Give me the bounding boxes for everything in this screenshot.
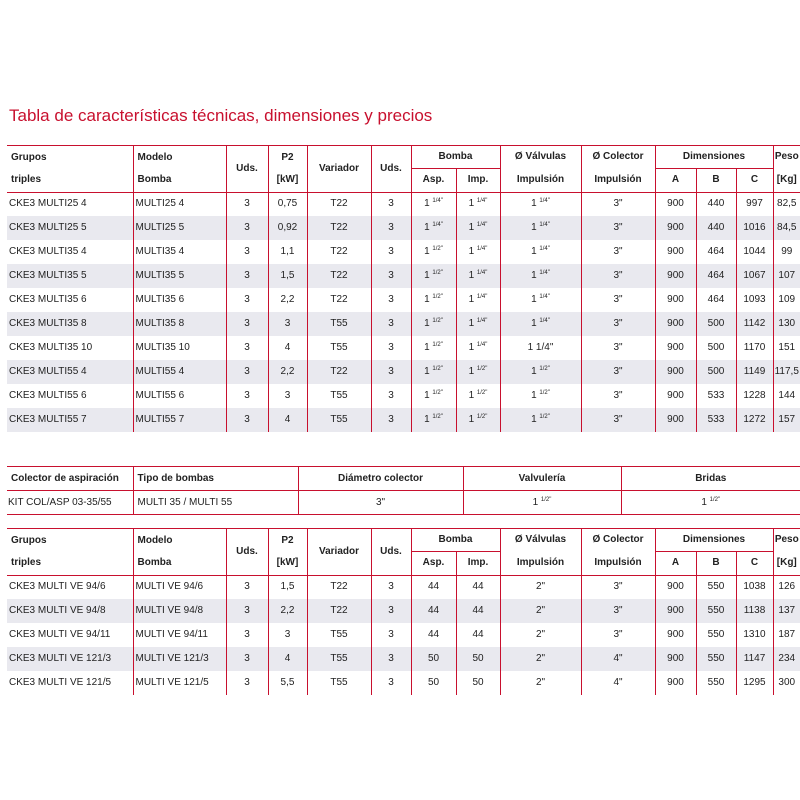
cell-variador: T55 bbox=[307, 647, 371, 671]
header-valvulas: Ø Válvulas bbox=[500, 146, 581, 168]
cell-modelo: MULTI VE 94/11 bbox=[133, 623, 226, 647]
cell-b: 550 bbox=[696, 623, 736, 647]
cell-imp: 1 $^{1/4"}$ bbox=[456, 240, 500, 264]
cell-variador: T22 bbox=[307, 288, 371, 312]
kit-name: KIT COL/ASP 03-35/55 bbox=[7, 491, 133, 515]
cell-modelo: MULTI VE 94/8 bbox=[133, 599, 226, 623]
cell-p2: 1,5 bbox=[268, 575, 307, 599]
cell-colector: 3" bbox=[581, 240, 655, 264]
cell-uds2: 3 bbox=[371, 312, 411, 336]
cell-a: 900 bbox=[655, 575, 696, 599]
cell-b: 500 bbox=[696, 336, 736, 360]
cell-uds2: 3 bbox=[371, 288, 411, 312]
cell-uds: 3 bbox=[226, 384, 268, 408]
cell-asp: 44 bbox=[411, 575, 456, 599]
cell-modelo: MULTI VE 121/3 bbox=[133, 647, 226, 671]
cell-uds: 3 bbox=[226, 575, 268, 599]
cell-uds: 3 bbox=[226, 240, 268, 264]
cell-colector: 3" bbox=[581, 623, 655, 647]
header-bomba: Bomba bbox=[411, 529, 500, 551]
cell-colector: 3" bbox=[581, 599, 655, 623]
cell-asp: 1 $^{1/2"}$ bbox=[411, 288, 456, 312]
header-asp: Asp. bbox=[411, 551, 456, 575]
cell-uds2: 3 bbox=[371, 240, 411, 264]
cell-imp: 1 $^{1/4"}$ bbox=[456, 288, 500, 312]
cell-c: 1147 bbox=[736, 647, 773, 671]
cell-peso: 157 bbox=[778, 414, 796, 425]
header-tipo-bombas: Tipo de bombas bbox=[133, 467, 298, 491]
cell-a: 900 bbox=[655, 240, 696, 264]
cell-grupo: CKE3 MULTI25 5 bbox=[7, 216, 133, 240]
cell-p2: 4 bbox=[268, 336, 307, 360]
cell-asp: 1 $^{1/2"}$ bbox=[411, 336, 456, 360]
header-grupos: Grupos triples bbox=[7, 529, 133, 575]
header-uds2: Uds. bbox=[371, 529, 411, 575]
cell-b: 440 bbox=[696, 216, 736, 240]
cell-colector: 3" bbox=[581, 288, 655, 312]
header-kg: [Kg] bbox=[776, 556, 797, 568]
header-colector-aspiracion: Colector de aspiración bbox=[7, 467, 133, 491]
cell-p2: 4 bbox=[268, 647, 307, 671]
header-c: C bbox=[736, 168, 773, 192]
cell-grupo: CKE3 MULTI25 4 bbox=[7, 192, 133, 216]
cell-imp: 1 $^{1/4"}$ bbox=[456, 192, 500, 216]
cell-p2: 1,5 bbox=[268, 264, 307, 288]
cell-p2: 2,2 bbox=[268, 360, 307, 384]
header-diametro-colector: Diámetro colector bbox=[298, 467, 463, 491]
cell-peso: 109 bbox=[778, 294, 796, 305]
cell-peso: 300 bbox=[778, 677, 796, 688]
cell-p2: 1,1 bbox=[268, 240, 307, 264]
cell-uds2: 3 bbox=[371, 360, 411, 384]
cell-a: 900 bbox=[655, 408, 696, 432]
kit-diameter: 3" bbox=[298, 491, 463, 515]
header-c: C bbox=[736, 551, 773, 575]
cell-grupo: CKE3 MULTI35 8 bbox=[7, 312, 133, 336]
cell-variador: T55 bbox=[307, 623, 371, 647]
cell-imp: 1 $^{1/2"}$ bbox=[456, 408, 500, 432]
header-modelo: Modelo Bomba bbox=[133, 146, 226, 192]
cell-a: 900 bbox=[655, 599, 696, 623]
cell-modelo: MULTI25 5 bbox=[133, 216, 226, 240]
cell-a: 900 bbox=[655, 360, 696, 384]
cell-uds2: 3 bbox=[371, 671, 411, 695]
cell-grupo: CKE3 MULTI35 5 bbox=[7, 264, 133, 288]
cell-modelo: MULTI35 6 bbox=[133, 288, 226, 312]
cell-imp: 50 bbox=[456, 671, 500, 695]
cell-peso: 107 bbox=[778, 270, 796, 281]
cell-variador: T55 bbox=[307, 671, 371, 695]
cell-peso: 130 bbox=[778, 318, 796, 329]
header-asp: Asp. bbox=[411, 168, 456, 192]
cell-asp: 1 $^{1/4"}$ bbox=[411, 216, 456, 240]
cell-modelo: MULTI55 4 bbox=[133, 360, 226, 384]
table2-top-rule bbox=[7, 528, 800, 529]
table-row bbox=[7, 599, 800, 623]
table-row bbox=[7, 288, 800, 312]
table-row bbox=[7, 647, 800, 671]
cell-valvulas: 1 $^{1/4"}$ bbox=[500, 240, 581, 264]
cell-asp: 1 $^{1/2"}$ bbox=[411, 408, 456, 432]
cell-b: 550 bbox=[696, 575, 736, 599]
cell-uds2: 3 bbox=[371, 408, 411, 432]
table-row bbox=[7, 216, 800, 240]
cell-c: 1142 bbox=[736, 312, 773, 336]
cell-asp: 1 $^{1/2"}$ bbox=[411, 264, 456, 288]
cell-variador: T22 bbox=[307, 575, 371, 599]
cell-p2: 3 bbox=[268, 384, 307, 408]
cell-valvulas: 1 $^{1/2"}$ bbox=[500, 408, 581, 432]
cell-valvulas: 2" bbox=[500, 647, 581, 671]
cell-uds2: 3 bbox=[371, 575, 411, 599]
cell-colector: 3" bbox=[581, 575, 655, 599]
cell-grupo: CKE3 MULTI VE 94/6 bbox=[7, 575, 133, 599]
table-row bbox=[7, 360, 800, 384]
header-dimensiones: Dimensiones bbox=[655, 529, 773, 551]
header-a: A bbox=[655, 168, 696, 192]
cell-p2: 5,5 bbox=[268, 671, 307, 695]
cell-p2: 3 bbox=[268, 623, 307, 647]
header-variador: Variador bbox=[307, 146, 371, 192]
cell-peso: 137 bbox=[778, 605, 796, 616]
cell-p2: 2,2 bbox=[268, 288, 307, 312]
cell-p2: 4 bbox=[268, 408, 307, 432]
cell-b: 500 bbox=[696, 312, 736, 336]
cell-valvulas: 1 $^{1/2"}$ bbox=[500, 384, 581, 408]
header-valvulas-impulsion: Impulsión bbox=[500, 168, 581, 192]
cell-colector: 3" bbox=[581, 408, 655, 432]
cell-c: 1067 bbox=[736, 264, 773, 288]
cell-uds2: 3 bbox=[371, 647, 411, 671]
header-bomba: Bomba bbox=[411, 146, 500, 168]
cell-a: 900 bbox=[655, 647, 696, 671]
cell-c: 1272 bbox=[736, 408, 773, 432]
cell-colector: 3" bbox=[581, 192, 655, 216]
cell-grupo: CKE3 MULTI VE 94/8 bbox=[7, 599, 133, 623]
cell-uds2: 3 bbox=[371, 336, 411, 360]
cell-grupo: CKE3 MULTI35 6 bbox=[7, 288, 133, 312]
cell-imp: 44 bbox=[456, 599, 500, 623]
header-grupos: Grupos triples bbox=[7, 146, 133, 192]
pumps-table-1 bbox=[7, 146, 800, 432]
cell-imp: 1 $^{1/4"}$ bbox=[456, 312, 500, 336]
cell-valvulas: 1 $^{1/4"}$ bbox=[500, 264, 581, 288]
cell-b: 464 bbox=[696, 288, 736, 312]
cell-p2: 2,2 bbox=[268, 599, 307, 623]
cell-a: 900 bbox=[655, 192, 696, 216]
cell-uds: 3 bbox=[226, 647, 268, 671]
cell-asp: 1 $^{1/2"}$ bbox=[411, 312, 456, 336]
header-modelo: Modelo Bomba bbox=[133, 529, 226, 575]
cell-colector: 4" bbox=[581, 647, 655, 671]
cell-valvulas: 1 $^{1/4"}$ bbox=[500, 288, 581, 312]
cell-grupo: CKE3 MULTI35 4 bbox=[7, 240, 133, 264]
header-colector: Ø Colector bbox=[581, 529, 655, 551]
cell-uds2: 3 bbox=[371, 384, 411, 408]
cell-uds2: 3 bbox=[371, 192, 411, 216]
cell-colector: 4" bbox=[581, 671, 655, 695]
page-title: Tabla de características técnicas, dimensiones y precios bbox=[9, 106, 433, 125]
cell-b: 550 bbox=[696, 671, 736, 695]
cell-uds: 3 bbox=[226, 336, 268, 360]
cell-uds: 3 bbox=[226, 360, 268, 384]
cell-imp: 1 $^{1/2"}$ bbox=[456, 384, 500, 408]
cell-uds: 3 bbox=[226, 599, 268, 623]
cell-colector: 3" bbox=[581, 336, 655, 360]
cell-uds: 3 bbox=[226, 216, 268, 240]
cell-variador: T22 bbox=[307, 360, 371, 384]
cell-valvulas: 1 $^{1/4"}$ bbox=[500, 312, 581, 336]
header-valvulas: Ø Válvulas bbox=[500, 529, 581, 551]
cell-colector: 3" bbox=[581, 264, 655, 288]
cell-asp: 1 $^{1/2"}$ bbox=[411, 384, 456, 408]
cell-asp: 50 bbox=[411, 671, 456, 695]
cell-peso: 144 bbox=[778, 390, 796, 401]
cell-uds2: 3 bbox=[371, 216, 411, 240]
table-row bbox=[7, 408, 800, 432]
header-valvuleria: Valvulería bbox=[463, 467, 621, 491]
header-bridas: Bridas bbox=[695, 472, 727, 484]
cell-imp: 1 $^{1/4"}$ bbox=[456, 336, 500, 360]
header-uds: Uds. bbox=[226, 529, 268, 575]
cell-peso: 234 bbox=[778, 653, 796, 664]
cell-c: 1138 bbox=[736, 599, 773, 623]
cell-imp: 44 bbox=[456, 623, 500, 647]
cell-modelo: MULTI35 5 bbox=[133, 264, 226, 288]
cell-p2: 0,92 bbox=[268, 216, 307, 240]
cell-imp: 44 bbox=[456, 575, 500, 599]
cell-c: 1295 bbox=[736, 671, 773, 695]
cell-grupo: CKE3 MULTI55 7 bbox=[7, 408, 133, 432]
kit-flanges: 1 $^{1/2"}$ bbox=[701, 496, 721, 508]
cell-valvulas: 1 $^{1/2"}$ bbox=[500, 360, 581, 384]
header-imp: Imp. bbox=[456, 168, 500, 192]
cell-uds: 3 bbox=[226, 192, 268, 216]
cell-valvulas: 2" bbox=[500, 599, 581, 623]
collector-table bbox=[7, 466, 800, 515]
table1-top-rule bbox=[7, 145, 800, 146]
cell-uds: 3 bbox=[226, 408, 268, 432]
header-valvulas-impulsion: Impulsión bbox=[500, 551, 581, 575]
cell-peso: 151 bbox=[778, 342, 796, 353]
cell-a: 900 bbox=[655, 671, 696, 695]
cell-c: 1044 bbox=[736, 240, 773, 264]
cell-valvulas: 2" bbox=[500, 575, 581, 599]
cell-valvulas: 2" bbox=[500, 671, 581, 695]
cell-valvulas: 2" bbox=[500, 623, 581, 647]
cell-b: 464 bbox=[696, 264, 736, 288]
cell-a: 900 bbox=[655, 384, 696, 408]
cell-c: 1149 bbox=[736, 360, 773, 384]
cell-asp: 1 $^{1/2"}$ bbox=[411, 360, 456, 384]
cell-c: 1228 bbox=[736, 384, 773, 408]
header-variador: Variador bbox=[307, 529, 371, 575]
table-row bbox=[7, 336, 800, 360]
cell-b: 464 bbox=[696, 240, 736, 264]
table-row bbox=[7, 623, 800, 647]
cell-peso: 117,5 bbox=[774, 366, 799, 377]
cell-c: 1038 bbox=[736, 575, 773, 599]
cell-valvulas: 1 $^{1/4"}$ bbox=[500, 216, 581, 240]
cell-c: 997 bbox=[736, 192, 773, 216]
cell-c: 1016 bbox=[736, 216, 773, 240]
cell-imp: 1 $^{1/2"}$ bbox=[456, 360, 500, 384]
cell-variador: T22 bbox=[307, 240, 371, 264]
table-row bbox=[7, 240, 800, 264]
cell-uds2: 3 bbox=[371, 264, 411, 288]
cell-uds: 3 bbox=[226, 623, 268, 647]
cell-c: 1170 bbox=[736, 336, 773, 360]
cell-a: 900 bbox=[655, 623, 696, 647]
cell-uds: 3 bbox=[226, 671, 268, 695]
cell-uds: 3 bbox=[226, 312, 268, 336]
table-row bbox=[7, 575, 800, 599]
header-p2: P2 [kW] bbox=[268, 146, 307, 192]
cell-a: 900 bbox=[655, 216, 696, 240]
header-kg: [Kg] bbox=[776, 173, 797, 185]
cell-a: 900 bbox=[655, 312, 696, 336]
cell-modelo: MULTI35 4 bbox=[133, 240, 226, 264]
cell-variador: T22 bbox=[307, 264, 371, 288]
cell-variador: T55 bbox=[307, 336, 371, 360]
cell-b: 533 bbox=[696, 408, 736, 432]
cell-modelo: MULTI35 10 bbox=[133, 336, 226, 360]
pumps-table-2 bbox=[7, 529, 800, 695]
cell-grupo: CKE3 MULTI VE 94/11 bbox=[7, 623, 133, 647]
table-row bbox=[7, 264, 800, 288]
header-uds: Uds. bbox=[226, 146, 268, 192]
cell-grupo: CKE3 MULTI55 6 bbox=[7, 384, 133, 408]
cell-b: 550 bbox=[696, 647, 736, 671]
cell-modelo: MULTI55 7 bbox=[133, 408, 226, 432]
cell-colector: 3" bbox=[581, 384, 655, 408]
cell-colector: 3" bbox=[581, 360, 655, 384]
kit-pump-type: MULTI 35 / MULTI 55 bbox=[133, 491, 298, 515]
cell-a: 900 bbox=[655, 264, 696, 288]
cell-variador: T22 bbox=[307, 599, 371, 623]
cell-peso: 187 bbox=[778, 629, 796, 640]
cell-b: 440 bbox=[696, 192, 736, 216]
header-a: A bbox=[655, 551, 696, 575]
header-peso: Peso bbox=[774, 534, 799, 545]
header-colector: Ø Colector bbox=[581, 146, 655, 168]
cell-p2: 0,75 bbox=[268, 192, 307, 216]
header-b: B bbox=[696, 168, 736, 192]
cell-uds2: 3 bbox=[371, 599, 411, 623]
cell-colector: 3" bbox=[581, 216, 655, 240]
cell-valvulas: 1 $^{1/4"}$ bbox=[500, 192, 581, 216]
cell-variador: T55 bbox=[307, 384, 371, 408]
cell-asp: 44 bbox=[411, 623, 456, 647]
cell-variador: T22 bbox=[307, 216, 371, 240]
cell-grupo: CKE3 MULTI VE 121/3 bbox=[7, 647, 133, 671]
cell-asp: 1 $^{1/2"}$ bbox=[411, 240, 456, 264]
cell-grupo: CKE3 MULTI55 4 bbox=[7, 360, 133, 384]
header-p2: P2 [kW] bbox=[268, 529, 307, 575]
cell-peso: 82,5 bbox=[777, 198, 797, 210]
cell-asp: 44 bbox=[411, 599, 456, 623]
table-row bbox=[7, 192, 800, 216]
cell-peso: 126 bbox=[778, 581, 796, 593]
cell-imp: 1 $^{1/4"}$ bbox=[456, 264, 500, 288]
table-row bbox=[7, 312, 800, 336]
cell-b: 500 bbox=[696, 360, 736, 384]
header-peso: Peso bbox=[774, 151, 799, 162]
kit-valves: 1 $^{1/2"}$ bbox=[463, 491, 621, 515]
cell-c: 1310 bbox=[736, 623, 773, 647]
header-uds2: Uds. bbox=[371, 146, 411, 192]
cell-modelo: MULTI35 8 bbox=[133, 312, 226, 336]
cell-modelo: MULTI25 4 bbox=[133, 192, 226, 216]
cell-imp: 50 bbox=[456, 647, 500, 671]
cell-variador: T55 bbox=[307, 408, 371, 432]
cell-variador: T22 bbox=[307, 192, 371, 216]
cell-variador: T55 bbox=[307, 312, 371, 336]
cell-peso: 99 bbox=[781, 246, 793, 257]
header-colector-impulsion: Impulsión bbox=[581, 551, 655, 575]
cell-p2: 3 bbox=[268, 312, 307, 336]
header-colector-impulsion: Impulsión bbox=[581, 168, 655, 192]
table-row bbox=[7, 384, 800, 408]
cell-modelo: MULTI55 6 bbox=[133, 384, 226, 408]
cell-b: 533 bbox=[696, 384, 736, 408]
cell-peso: 84,5 bbox=[777, 222, 797, 233]
cell-uds: 3 bbox=[226, 288, 268, 312]
header-dimensiones: Dimensiones bbox=[655, 146, 773, 168]
cell-imp: 1 $^{1/4"}$ bbox=[456, 216, 500, 240]
header-b: B bbox=[696, 551, 736, 575]
cell-c: 1093 bbox=[736, 288, 773, 312]
cell-colector: 3" bbox=[581, 312, 655, 336]
table-row bbox=[7, 671, 800, 695]
cell-uds2: 3 bbox=[371, 623, 411, 647]
cell-valvulas: 1 1/4" bbox=[500, 336, 581, 360]
cell-b: 550 bbox=[696, 599, 736, 623]
cell-asp: 50 bbox=[411, 647, 456, 671]
cell-a: 900 bbox=[655, 336, 696, 360]
cell-uds: 3 bbox=[226, 264, 268, 288]
cell-asp: 1 $^{1/4"}$ bbox=[411, 192, 456, 216]
cell-grupo: CKE3 MULTI VE 121/5 bbox=[7, 671, 133, 695]
cell-grupo: CKE3 MULTI35 10 bbox=[7, 336, 133, 360]
cell-modelo: MULTI VE 94/6 bbox=[133, 575, 226, 599]
cell-a: 900 bbox=[655, 288, 696, 312]
cell-modelo: MULTI VE 121/5 bbox=[133, 671, 226, 695]
header-imp: Imp. bbox=[456, 551, 500, 575]
